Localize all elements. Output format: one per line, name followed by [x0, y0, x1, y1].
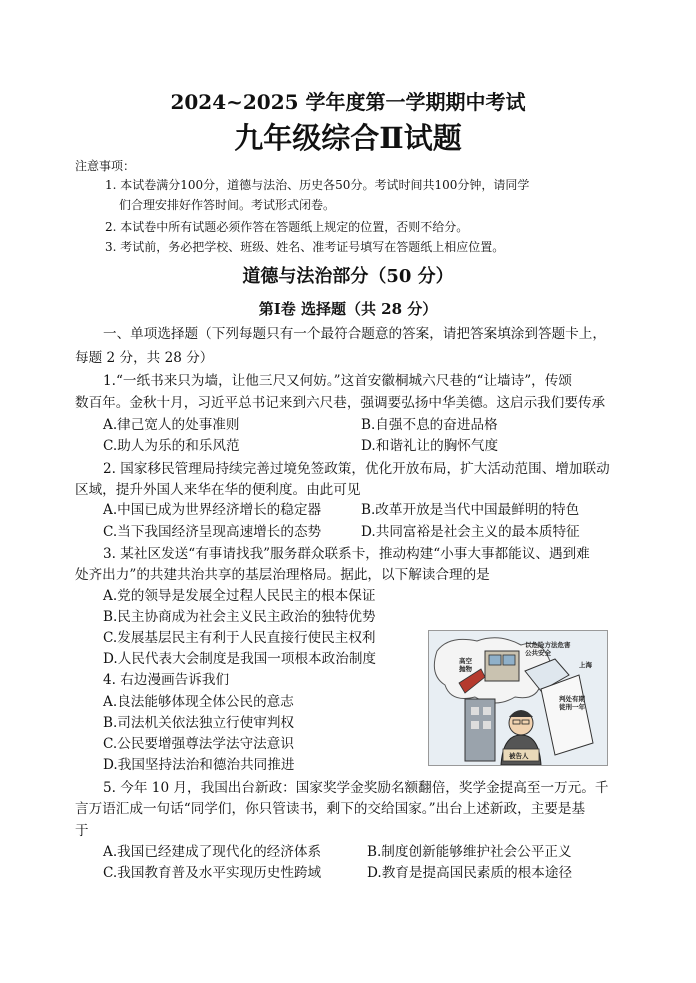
notice-item-2: 2. 本试卷中所有试题必须作答在答题纸上规定的位置，否则不给分。: [105, 220, 469, 234]
q1-stem-line-1: 1.“一纸书来只为墙，让他三尺又何妨。”这首安徽桐城六尺巷的“让墙诗”，传颂: [103, 373, 572, 389]
part-title: 第Ⅰ卷 选择题（共 28 分）: [258, 300, 438, 318]
notice-item-1: 1. 本试卷满分100分，道德与法治、历史各50分。考试时间共100分钟，请同学: [105, 178, 530, 192]
q5-option-c[interactable]: C.我国教育普及水平实现历史性跨域: [103, 865, 322, 881]
instruction-line-2: 每题 2 分，共 28 分）: [75, 350, 214, 366]
instruction-line-1: 一、单项选择题（下列每题只有一个最符合题意的答案，请把答案填涂到答题卡上，: [103, 326, 606, 342]
q5-stem-line-2: 言万语汇成一句话“同学们，你只管读书，剩下的交给国家。”出台上述新政，主要是基: [75, 801, 586, 817]
q1-option-d[interactable]: D.和谐礼让的胸怀气度: [361, 438, 499, 454]
cartoon-label-shanghai: 上海: [579, 661, 592, 669]
cartoon-label-verdict: 判处有期徒刑一年: [559, 695, 585, 711]
q4-option-d[interactable]: D.我国坚持法治和德治共同推进: [103, 757, 295, 773]
notice-item-1-cont: 们合理安排好作答时间。考试形式闭卷。: [119, 198, 336, 212]
q1-option-a[interactable]: A.律己宽人的处事准则: [103, 417, 240, 433]
q3-option-c[interactable]: C.发展基层民主有利于人民直接行使民主权利: [103, 630, 376, 646]
q4-stem: 4. 右边漫画告诉我们: [103, 672, 230, 688]
q3-option-a[interactable]: A.党的领导是发展全过程人民民主的根本保证: [103, 588, 376, 604]
q5-option-a[interactable]: A.我国已经建成了现代化的经济体系: [103, 844, 322, 860]
q3-option-b[interactable]: B.民主协商成为社会主义民主政治的独特优势: [103, 609, 376, 625]
notice-item-3: 3. 考试前，务必把学校、班级、姓名、准考证号填写在答题纸上相应位置。: [105, 240, 505, 254]
cartoon-label-defendant: 被告人: [509, 752, 529, 760]
q3-option-d[interactable]: D.人民代表大会制度是我国一项根本政治制度: [103, 651, 377, 667]
cartoon-label-throwing: 高空抛物: [459, 657, 472, 673]
q1-option-c[interactable]: C.助人为乐的和乐风范: [103, 438, 240, 454]
q3-stem-line-2: 处齐出力”的共建共治共享的基层治理格局。据此，以下解读合理的是: [75, 567, 490, 583]
q5-stem-line-1: 5. 今年 10 月，我国出台新政：国家奖学金奖励名额翻倍，奖学金提高至一万元。千: [103, 780, 609, 796]
section-title: 道德与法治部分（50 分）: [242, 266, 454, 287]
q4-option-c[interactable]: C.公民要增强尊法学法守法意识: [103, 736, 294, 752]
q2-option-a[interactable]: A.中国已成为世界经济增长的稳定器: [103, 502, 322, 518]
q5-option-b[interactable]: B.制度创新能够维护社会公平正义: [367, 844, 572, 860]
q2-option-d[interactable]: D.共同富裕是社会主义的最本质特征: [361, 524, 580, 540]
q1-option-b[interactable]: B.自强不息的奋进品格: [361, 417, 498, 433]
notice-label: 注意事项：: [75, 159, 136, 173]
q3-stem-line-1: 3. 某社区发送“有事请找我”服务群众联系卡，推动构建“小事大事都能议、遇到难: [103, 546, 590, 562]
q4-option-b[interactable]: B.司法机关依法独立行使审判权: [103, 715, 295, 731]
q2-option-b[interactable]: B.改革开放是当代中国最鲜明的特色: [361, 502, 580, 518]
q4-option-a[interactable]: A.良法能够体现全体公民的意志: [103, 694, 294, 710]
q2-option-c[interactable]: C.当下我国经济呈现高速增长的态势: [103, 524, 322, 540]
exam-subtitle: 九年级综合Ⅱ试题: [234, 121, 462, 155]
q4-cartoon-image: [428, 630, 608, 766]
q2-stem-line-1: 2. 国家移民管理局持续完善过境免签政策，优化开放布局，扩大活动范围、增加联动: [103, 461, 610, 477]
q5-option-d[interactable]: D.教育是提高国民素质的根本途径: [367, 865, 573, 881]
q2-stem-line-2: 区域，提升外国人来华在华的便利度。由此可见: [75, 482, 361, 498]
exam-header-title: 2024~2025 学年度第一学期期中考试: [170, 90, 526, 114]
cartoon-label-danger: 以危险方法危害公共安全: [525, 641, 571, 657]
q5-stem-line-3: 于: [75, 823, 89, 839]
q1-stem-line-2: 数百年。金秋十月，习近平总书记来到六尺巷，强调要弘扬中华美德。这启示我们要传承: [75, 395, 606, 411]
